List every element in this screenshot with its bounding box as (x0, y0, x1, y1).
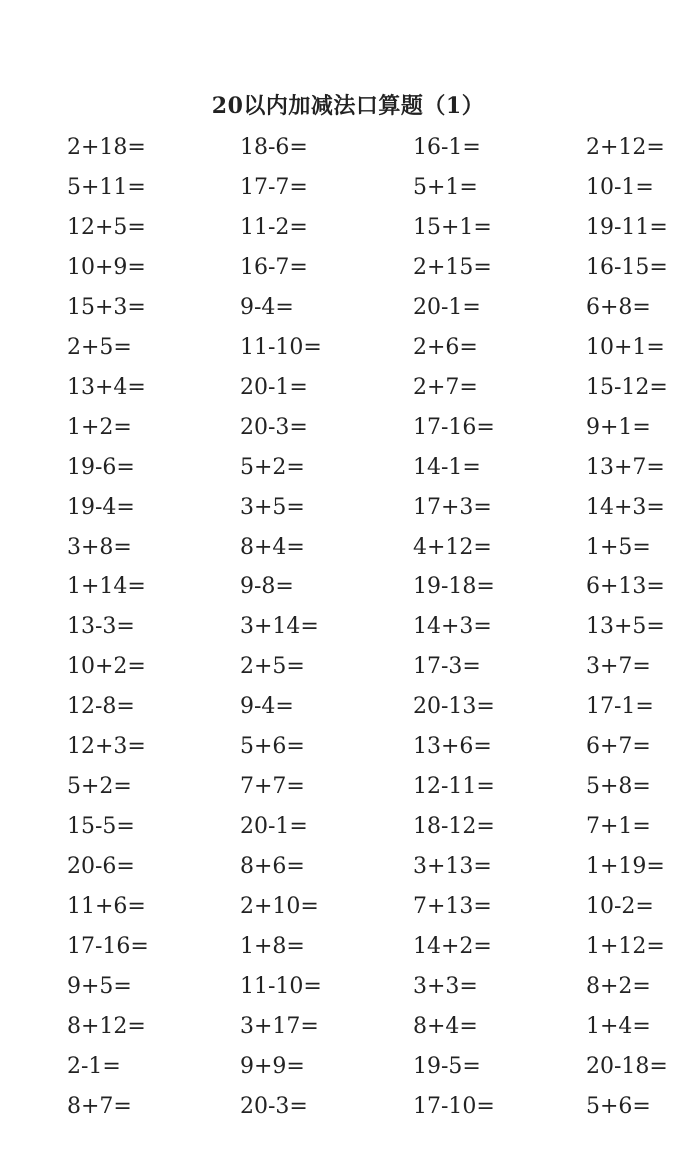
problem-cell: 19-18= (413, 574, 495, 600)
problem-cell: 5+11= (67, 174, 146, 200)
problem-cell: 1+4= (586, 1013, 651, 1039)
problem-cell: 20-6= (67, 854, 135, 880)
problem-row (0, 1007, 696, 1047)
problem-cell: 3+17= (240, 1013, 319, 1039)
problem-row (0, 168, 696, 208)
problem-row (0, 887, 696, 927)
problem-cell: 11-2= (240, 214, 308, 240)
problem-cell: 15-5= (67, 814, 135, 840)
problem-row (0, 567, 696, 607)
problem-cell: 5+2= (240, 454, 305, 480)
problem-row (0, 927, 696, 967)
problem-cell: 9-4= (240, 294, 294, 320)
worksheet-title: 20以内加减法口算题（1） (211, 93, 485, 119)
problem-cell: 8+6= (240, 854, 305, 880)
problem-cell: 19-4= (67, 494, 135, 520)
problem-cell: 9+9= (240, 1053, 305, 1079)
problem-cell: 1+14= (67, 574, 146, 600)
problem-cell: 14-1= (413, 454, 481, 480)
problem-row (0, 767, 696, 807)
problem-cell: 10+2= (67, 654, 146, 680)
problem-cell: 1+19= (586, 854, 665, 880)
problem-cell: 11-10= (240, 334, 322, 360)
problem-cell: 2+15= (413, 254, 492, 280)
problem-cell: 8+7= (67, 1093, 132, 1119)
problem-cell: 12+3= (67, 734, 146, 760)
problem-cell: 13+6= (413, 734, 492, 760)
problem-cell: 1+8= (240, 934, 305, 959)
problem-cell: 18-12= (413, 814, 495, 840)
problem-cell: 6+13= (586, 574, 665, 600)
problem-cell: 1+5= (586, 534, 651, 560)
problem-cell: 1+2= (67, 414, 132, 440)
problem-cell: 17-10= (413, 1093, 495, 1119)
problem-cell: 20-3= (240, 414, 308, 440)
problem-row (0, 647, 696, 687)
problem-cell: 1+12= (586, 934, 665, 959)
problem-row (0, 128, 696, 168)
problem-cell: 12-11= (413, 774, 495, 800)
problem-cell: 9-4= (240, 694, 294, 720)
problem-cell: 10+1= (586, 334, 665, 360)
problem-cell: 13+7= (586, 454, 665, 480)
problem-row (0, 967, 696, 1007)
problem-cell: 19-11= (586, 214, 668, 240)
problem-cell: 16-7= (240, 254, 308, 280)
problem-cell: 20-13= (413, 694, 495, 720)
problem-cell: 7+7= (240, 774, 305, 800)
problem-cell: 5+8= (586, 774, 651, 800)
problem-cell: 5+2= (67, 774, 132, 800)
problem-row (0, 687, 696, 727)
problem-cell: 19-5= (413, 1053, 481, 1079)
problem-cell: 3+3= (413, 973, 478, 999)
problem-row (0, 328, 696, 368)
problem-cell: 3+5= (240, 494, 305, 520)
problem-cell: 4+12= (413, 534, 492, 560)
problem-cell: 20-1= (240, 814, 308, 840)
problem-cell: 3+13= (413, 854, 492, 880)
problem-cell: 16-15= (586, 254, 668, 280)
problem-cell: 20-18= (586, 1053, 668, 1079)
problem-cell: 10+9= (67, 254, 146, 280)
problem-row (0, 607, 696, 647)
problem-cell: 5+6= (586, 1093, 651, 1119)
problem-cell: 10-2= (586, 894, 654, 920)
problem-row (0, 847, 696, 887)
problem-cell: 8+12= (67, 1013, 146, 1039)
problem-cell: 7+1= (586, 814, 651, 840)
problem-cell: 16-1= (413, 135, 481, 160)
problem-row (0, 488, 696, 528)
problem-cell: 8+2= (586, 973, 651, 999)
problem-cell: 18-6= (240, 135, 308, 160)
problem-row (0, 248, 696, 288)
problem-row (0, 408, 696, 448)
problem-row (0, 368, 696, 408)
problem-row (0, 208, 696, 248)
problem-cell: 15+3= (67, 294, 146, 320)
problem-cell: 13+5= (586, 614, 665, 640)
problem-cell: 8+4= (240, 534, 305, 560)
problem-cell: 14+3= (586, 494, 665, 520)
problem-cell: 12+5= (67, 214, 146, 240)
problem-cell: 19-6= (67, 454, 135, 480)
problem-cell: 2+5= (240, 654, 305, 680)
problem-cell: 14+2= (413, 934, 492, 959)
problem-cell: 9+1= (586, 414, 651, 440)
problem-cell: 17-1= (586, 694, 654, 720)
problem-cell: 3+7= (586, 654, 651, 680)
problem-cell: 8+4= (413, 1013, 478, 1039)
problem-cell: 9-8= (240, 574, 294, 600)
problem-row (0, 448, 696, 488)
problem-cell: 2+18= (67, 135, 146, 160)
problem-cell: 2+7= (413, 374, 478, 400)
problem-cell: 12-8= (67, 694, 135, 720)
problem-cell: 2+10= (240, 894, 319, 920)
problem-cell: 13+4= (67, 374, 146, 400)
problem-row (0, 727, 696, 767)
problem-cell: 17-3= (413, 654, 481, 680)
problem-cell: 3+14= (240, 614, 319, 640)
problem-cell: 15-12= (586, 374, 668, 400)
problem-cell: 11+6= (67, 894, 146, 920)
problem-row (0, 1047, 696, 1087)
problem-cell: 15+1= (413, 214, 492, 240)
problem-cell: 2-1= (67, 1053, 121, 1079)
problem-cell: 2+5= (67, 334, 132, 360)
problem-cell: 17-7= (240, 174, 308, 200)
problem-cell: 17-16= (67, 934, 149, 959)
problem-row (0, 1087, 696, 1127)
problem-cell: 2+6= (413, 334, 478, 360)
problem-cell: 13-3= (67, 614, 135, 640)
problem-cell: 6+7= (586, 734, 651, 760)
problem-cell: 14+3= (413, 614, 492, 640)
problem-cell: 2+12= (586, 135, 665, 160)
problem-cell: 7+13= (413, 894, 492, 920)
problem-cell: 17-16= (413, 414, 495, 440)
problem-cell: 10-1= (586, 174, 654, 200)
problem-row (0, 528, 696, 568)
problem-row (0, 288, 696, 328)
problem-cell: 20-1= (413, 294, 481, 320)
problem-cell: 5+6= (240, 734, 305, 760)
problem-cell: 3+8= (67, 534, 132, 560)
problem-cell: 5+1= (413, 174, 478, 200)
problem-cell: 6+8= (586, 294, 651, 320)
problem-cell: 20-1= (240, 374, 308, 400)
problem-row (0, 807, 696, 847)
problem-cell: 9+5= (67, 973, 132, 999)
problem-cell: 17+3= (413, 494, 492, 520)
problem-cell: 20-3= (240, 1093, 308, 1119)
problem-cell: 11-10= (240, 973, 322, 999)
